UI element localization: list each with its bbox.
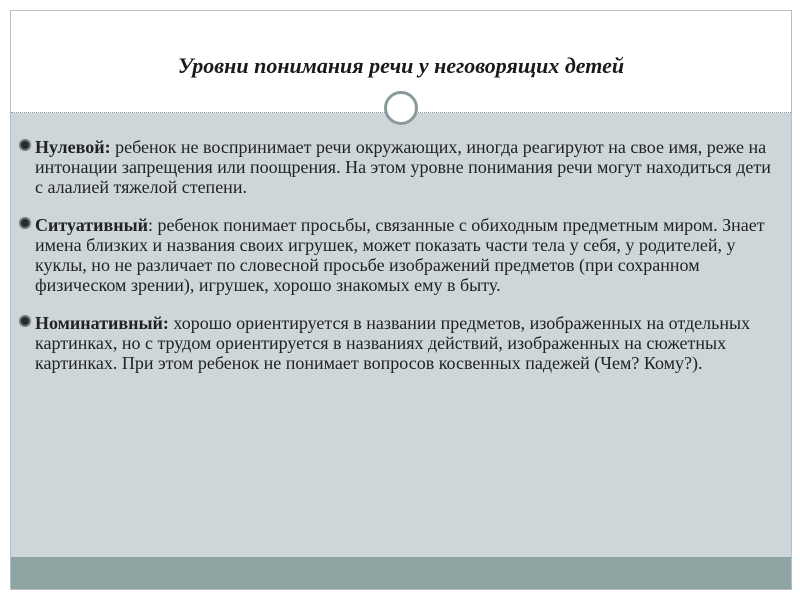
item-text: хорошо ориентируется в названии предметов, изображенных на отдельных картинках, но с трудом ориентируется в названиях действий, изображенных на сюжетных картинках. При этом ребенок не понимает вопросов косвенных падежей (Чем? Кому?). bbox=[35, 313, 751, 373]
item-term: Ситуативный bbox=[35, 215, 149, 235]
bullet-icon bbox=[19, 315, 31, 327]
item-term: Нулевой: bbox=[35, 137, 111, 157]
list-item-nominative-level bbox=[21, 313, 776, 373]
ring-icon bbox=[384, 91, 418, 125]
item-term: Номинативный: bbox=[35, 313, 169, 333]
slide-title: Уровни понимания речи у неговорящих детей bbox=[177, 53, 625, 78]
item-text: : ребенок понимает просьбы, связанные с обиходным предметным миром. Знает имена близких и названия своих игрушек, может показать части тела у себя, у родителей, у куклы, но не различает по словесной просьбе изображений предметов (при сохранном физическом зрении), игрушек, хорошо знакомых ему в быту. bbox=[35, 215, 765, 295]
list-item-situational-level bbox=[21, 215, 776, 295]
bottom-band bbox=[11, 557, 791, 589]
slide bbox=[10, 10, 792, 590]
bullet-icon bbox=[19, 139, 31, 151]
bullet-icon bbox=[19, 217, 31, 229]
content-list bbox=[21, 137, 776, 391]
list-item-zero-level bbox=[21, 137, 776, 197]
item-text: ребенок не воспринимает речи окружающих, иногда реагируют на свое имя, реже на интонации запрещения или поощрения. На этом уровне понимания речи могут находиться дети с алалией тяжелой степени. bbox=[35, 137, 771, 197]
